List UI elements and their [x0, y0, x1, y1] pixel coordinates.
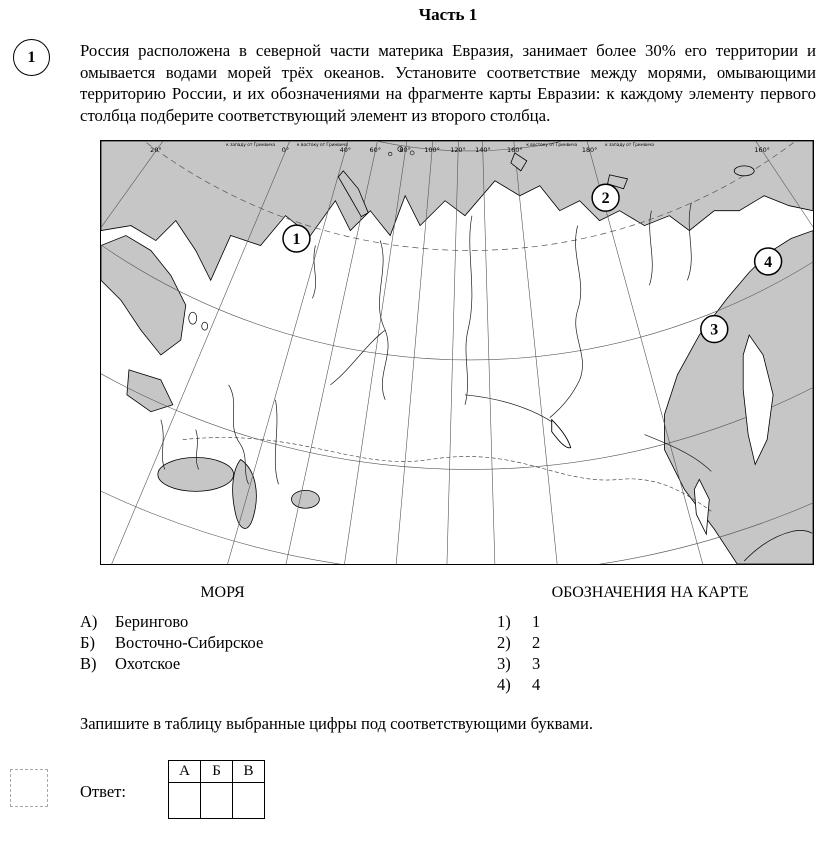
map-marker-2: [592, 184, 619, 211]
item-label: 2: [532, 633, 541, 652]
lake-onega: [202, 322, 208, 330]
greenwich-east-label: к востоку от Гринвича: [297, 142, 348, 148]
meridian-label: 140°: [475, 145, 491, 154]
part-title: Часть 1: [418, 5, 478, 24]
answer-cell-v[interactable]: [233, 783, 265, 819]
greenwich-west-label: к западу от Гринвича: [605, 142, 654, 148]
item-label: 1: [532, 612, 541, 631]
question-number: 1: [27, 48, 36, 66]
item-key: Б): [80, 633, 95, 652]
meridian-label: 60°: [369, 145, 381, 154]
arctic-ocean: [101, 141, 813, 280]
lake-baikal: [552, 420, 571, 448]
answer-cell-b[interactable]: [201, 783, 233, 819]
designations-column-header: ОБОЗНАЧЕНИЯ НА КАРТЕ: [551, 584, 749, 601]
map-figure: [100, 140, 814, 565]
item-key: В): [80, 654, 97, 673]
list-item: [497, 611, 540, 632]
map-marker-1: [283, 225, 310, 252]
list-item: [80, 611, 263, 632]
item-label: 3: [532, 654, 541, 673]
pacific-seas: [664, 231, 813, 564]
list-item: [80, 653, 263, 674]
item-label: Охотское: [115, 654, 181, 673]
meridian-label: 160°: [507, 145, 523, 154]
list-item: [497, 653, 540, 674]
margin-field-box: [10, 769, 48, 807]
eurasia-map: [101, 141, 813, 564]
meridian-label: 40°: [339, 145, 352, 154]
item-label: 4: [532, 675, 541, 694]
state-border: [183, 438, 712, 512]
list-item: [497, 674, 540, 695]
seas-list: [80, 611, 263, 674]
map-marker-3: [701, 316, 728, 343]
question-text: Россия расположена в северной части материка Евразия, занимает более 30% его территории и омывается водами морей трёх океанов. Установите соответствие между морями, омывающими территорию России, и их обозначениями на фрагменте карты Евразии: к каждому элементу первого столбца подберите соответствующий элемент из второго столбца.: [80, 41, 816, 125]
list-item: [497, 632, 540, 653]
marker-number: 1: [292, 231, 301, 249]
seas-column-header: МОРЯ: [200, 584, 245, 601]
instruction-text: Запишите в таблицу выбранные цифры под соответствующими буквами.: [80, 714, 593, 733]
caspian-sea: [233, 459, 257, 528]
greenwich-west-label: к западу от Гринвича: [226, 142, 276, 148]
marker-number: 4: [764, 253, 773, 271]
question-number-badge: [13, 39, 50, 76]
item-label: Берингово: [115, 612, 189, 631]
lake-ladoga: [189, 312, 197, 324]
black-sea: [158, 458, 234, 492]
marker-number: 2: [601, 190, 610, 208]
answer-col-header-v: В: [233, 761, 265, 783]
meridian-label: 120°: [450, 145, 466, 154]
answer-table: [168, 760, 265, 819]
item-key: 1): [497, 612, 511, 631]
item-label: Восточно-Сибирское: [115, 633, 264, 652]
designations-list: [497, 611, 540, 695]
meridian-label: 0°: [281, 145, 290, 154]
answer-col-header-b: Б: [201, 761, 233, 783]
aral-sea: [291, 490, 319, 508]
meridian-label: 80°: [399, 145, 411, 154]
meridian-label: 20°: [150, 145, 162, 154]
item-key: 3): [497, 654, 511, 673]
list-item: [80, 632, 263, 653]
answer-label: Ответ:: [80, 782, 126, 801]
map-marker-4: [755, 248, 782, 275]
meridian-label: 180°: [581, 145, 598, 154]
greenwich-east-label: к востоку от Гринвича: [526, 142, 578, 148]
item-key: 4): [497, 675, 511, 694]
marker-number: 3: [710, 321, 719, 339]
item-key: А): [80, 612, 98, 631]
answer-col-header-a: А: [169, 761, 201, 783]
meridian-label: 100°: [424, 145, 440, 154]
answer-cell-a[interactable]: [169, 783, 201, 819]
item-key: 2): [497, 633, 511, 652]
meridian-label: 160°: [754, 145, 770, 154]
